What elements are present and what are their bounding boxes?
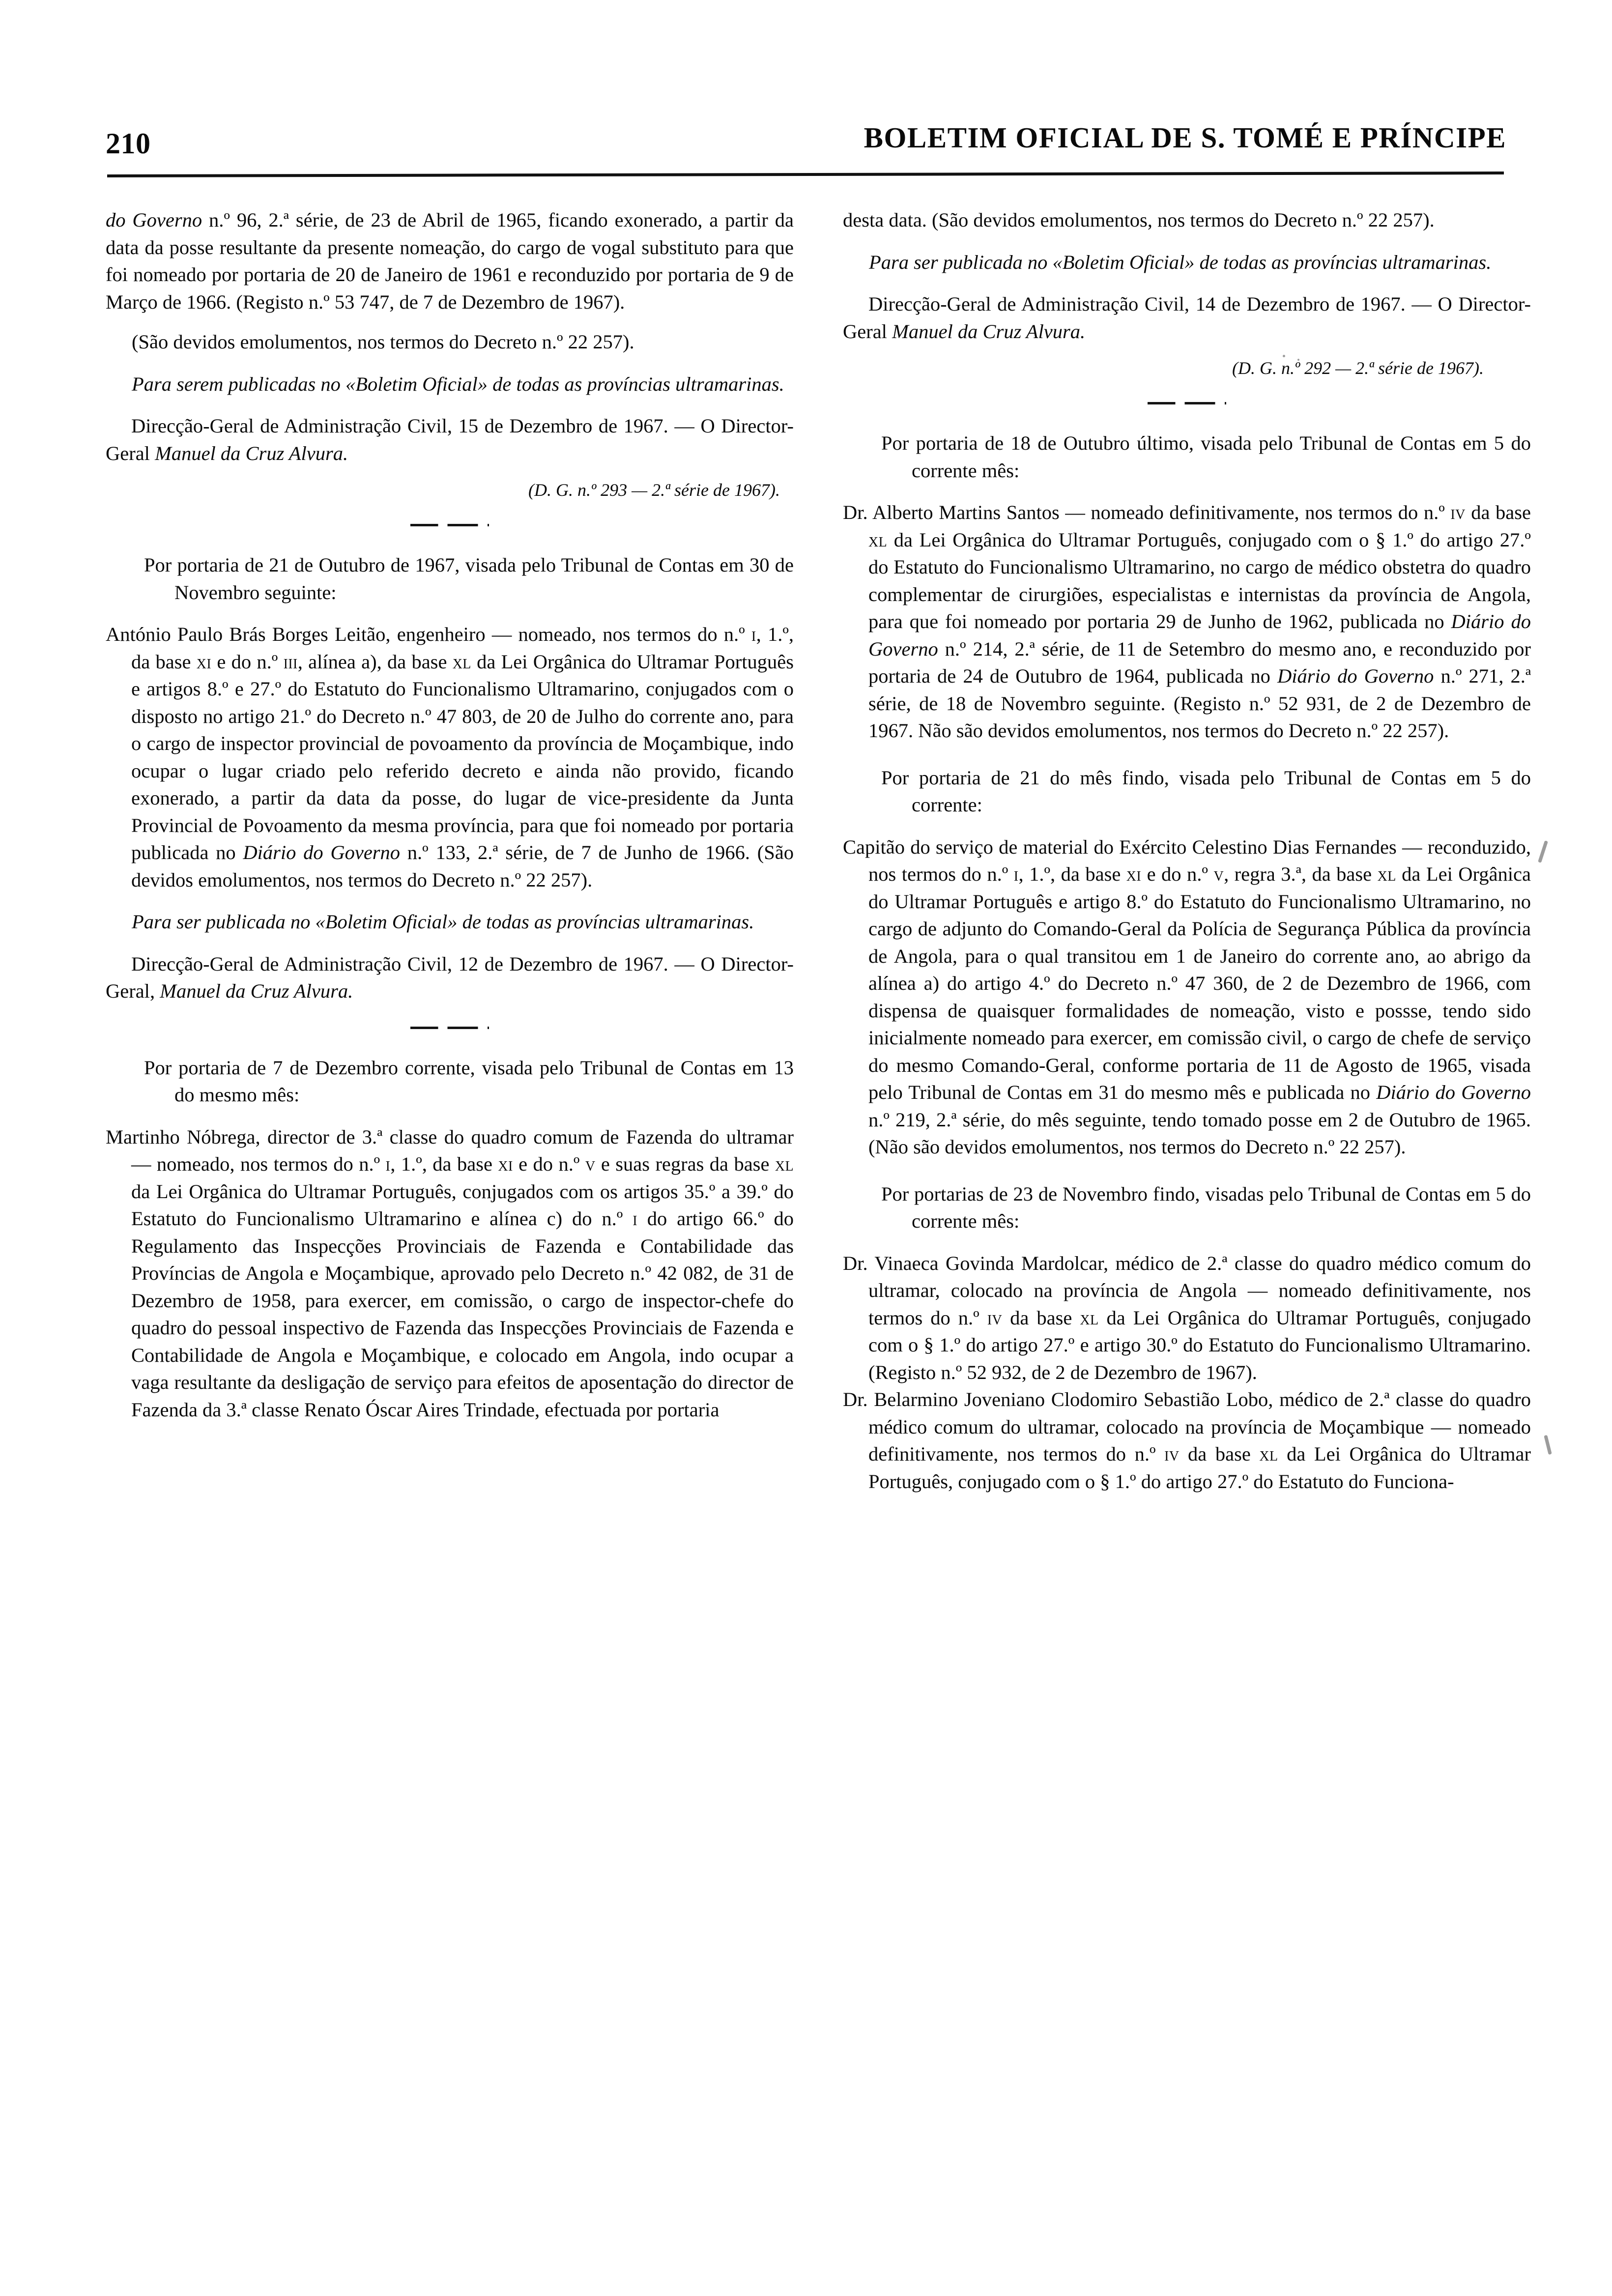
publish-instruction-3: Para ser publicada no «Boletim Oficial» de todas as províncias ultramarinas.	[869, 251, 1492, 273]
roman-numeral: iii	[283, 650, 298, 673]
entry-text-a: Dr. Belarmino Joveniano Clodomiro Sebastião Lobo, médico de 2.ª classe do quadro médico comum do ultramar, colocado na província de Moçambique — nomeado definitivamente, nos termos do n.º	[843, 1388, 1531, 1465]
diario-do-governo-italic: Diário do Governo	[868, 610, 1531, 660]
publish-instruction-2: Para ser publicada no «Boletim Oficial» de todas as províncias ultramarinas.	[132, 911, 754, 933]
entry-text-e: n.º 271, 2.ª série, de 18 de Novembro seguinte. (Registo n.º 52 931, de 2 de Dezembro de 1967. Não são devidos emolumentos, nos termos do Decreto n.º 22 257).	[868, 665, 1531, 742]
header-rule	[107, 172, 1504, 177]
paragraph-gap	[843, 1161, 1531, 1177]
roman-numeral: i	[1013, 863, 1019, 885]
left-continuation-paragraph	[106, 206, 794, 316]
signature-block-3	[843, 290, 1531, 345]
publish-instruction: Para serem publicadas no «Boletim Oficial» de todas as províncias ultramarinas.	[132, 373, 784, 395]
portaria-heading-1: Por portaria de 21 de Outubro de 1967, visada pelo Tribunal de Contas em 30 de Novembro seguinte:	[144, 554, 794, 603]
running-head	[106, 118, 1506, 172]
roman-numeral: xi	[196, 650, 212, 673]
entry-text-a: Dr. Vinaeca Govinda Mardolcar, médico de 2.ª classe do quadro médico comum do ultramar, colocado na província de Angola — nomeado definitivamente, nos termos do n.º	[843, 1252, 1531, 1329]
signature-office-date: Direcção-Geral de Administração Civil, 12 de Dezembro de 1967. — O Director-Geral,	[106, 952, 794, 1002]
signature-name: Manuel da Cruz Alvura.	[160, 980, 353, 1002]
entry-belarmino-joveniano-lobo	[843, 1386, 1531, 1495]
right-column	[843, 206, 1531, 2237]
page-number: 210	[106, 127, 151, 160]
roman-numeral: xl	[1080, 1306, 1099, 1329]
entry-vinaeca-govinda-mardolcar	[843, 1250, 1531, 1386]
portaria-heading-4: Por portaria de 21 do mês findo, visada pelo Tribunal de Contas em 5 do corrente:	[881, 766, 1531, 816]
entry-text-d: e suas regras da base	[595, 1153, 775, 1175]
roman-numeral: iv	[1164, 1443, 1180, 1465]
signature-block-2	[106, 950, 794, 1005]
scan-speck	[1544, 1435, 1552, 1455]
roman-numeral: iv	[987, 1306, 1003, 1329]
entry-text-c: da Lei Orgânica do Ultramar Português, conjugado com o § 1.º do artigo 27.º e artigo 30.º do Estatuto do Funcionalismo Ultramarino. (Registo n.º 52 932, de 2 de Dezembro de 1967).	[868, 1306, 1531, 1383]
entry-text-c: da Lei Orgânica do Ultramar Português, conjugado com o § 1.º do artigo 27.º do Estatuto do Funciona-	[868, 1443, 1531, 1492]
roman-numeral: xl	[1259, 1443, 1278, 1465]
section-divider	[410, 1027, 489, 1032]
entry-antonio-paulo	[106, 621, 794, 893]
dg-reference-1: (D. G. n.º 293 — 2.ª série de 1967).	[528, 480, 780, 500]
entry-text-a: Martinho Nóbrega, director de 3.ª classe do quadro comum de Fazenda do ultramar — nomeado, nos termos do n.º	[106, 1125, 794, 1175]
portaria-heading-3: Por portaria de 18 de Outubro último, visada pelo Tribunal de Contas em 5 do corrente mês:	[881, 432, 1531, 482]
entry-text-b: , 1.º, da base	[131, 623, 794, 673]
signature-office-date: Direcção-Geral de Administração Civil, 15 de Dezembro de 1967. — O Director-Geral	[106, 415, 794, 464]
entry-text-f: n.º 133, 2.ª série, de 7 de Junho de 1966. (São devidos emolumentos, nos termos do Decreto n.º 22 257).	[131, 841, 794, 891]
entry-text-c: e do n.º	[513, 1153, 585, 1175]
entry-text-d: n.º 214, 2.ª série, de 11 de Setembro do mesmo ano, e reconduzido por portaria de 24 de Outubro de 1964, publicada no	[868, 637, 1531, 687]
portaria-heading-5: Por portarias de 23 de Novembro findo, visadas pelo Tribunal de Contas em 5 do corrente mês:	[881, 1182, 1531, 1232]
section-divider	[410, 524, 489, 529]
entry-text-b: da base	[1465, 501, 1531, 523]
entry-text-a: António Paulo Brás Borges Leitão, engenheiro — nomeado, nos termos do n.º	[106, 623, 751, 645]
entry-text-f: do artigo 66.º do Regulamento das Inspecções Provinciais de Fazenda e Contabilidade das Províncias de Angola e Moçambique, aprovado pelo Decreto n.º 42 082, de 31 de Dezembro de 1958, para exercer, em comissão, o cargo de inspector-chefe do quadro do pessoal inspectivo de Fazenda das Inspecções Provinciais de Fazenda e Contabilidade de Angola e Moçambique, e colocado em Angola, indo ocupar a vaga resultante da desligação de serviço para efeitos de aposentação do director de Fazenda da 3.ª classe Renato Óscar Aires Trindade, efectuada por portaria	[131, 1207, 794, 1421]
body-columns	[106, 206, 1531, 2237]
entry-text-e: da Lei Orgânica do Ultramar Português, conjugados com os artigos 35.º a 39.º do Estatuto do Funcionalismo Ultramarino e alínea c) do n.º	[131, 1180, 794, 1230]
roman-numeral: i	[751, 623, 756, 645]
signature-name: Manuel da Cruz Alvura.	[892, 320, 1086, 343]
dg-reference-2: (D. G. n.º 292 — 2.ª série de 1967).	[1232, 358, 1484, 378]
diario-do-governo-italic: Diário do Governo	[1277, 665, 1434, 687]
diario-do-governo-italic: do Governo	[106, 209, 202, 231]
entry-text-c: da Lei Orgânica do Ultramar Português, conjugado com o § 1.º do artigo 27.º do Estatuto do Funcionalismo Ultramarino, no cargo de médico obstetra do quadro complementar de cirurgiões, especialistas e internistas da província de Angola, para que foi nomeado por portaria 29 de Junho de 1962, publicada no	[868, 528, 1531, 632]
entry-martinho-nobrega	[106, 1123, 794, 1424]
left-continuation-text: n.º 96, 2.ª série, de 23 de Abril de 1965, ficando exonerado, a partir da data da posse resultante da presente nomeação, do cargo de vogal substituto para que foi nomeado por portaria de 20 de Janeiro de 1961 e reconduzido por portaria de 9 de Março de 1966. (Registo n.º 53 747, de 7 de Dezembro de 1967).	[106, 209, 794, 313]
roman-numeral: i	[633, 1207, 637, 1230]
diario-do-governo-italic: Diário do Governo	[243, 841, 401, 863]
roman-numeral: xl	[1377, 863, 1396, 885]
entry-alberto-martins-santos	[843, 499, 1531, 745]
scan-speck	[1538, 840, 1548, 863]
roman-numeral: v	[585, 1153, 596, 1175]
roman-numeral: iv	[1450, 501, 1466, 523]
entry-celestino-dias-fernandes	[843, 833, 1531, 1161]
roman-numeral: i	[385, 1153, 391, 1175]
entry-text-f: n.º 219, 2.ª série, do mês seguinte, tendo tomado posse em 2 de Outubro de 1965. (Não são devidos emolumentos, nos termos do Decreto n.º 22 257).	[868, 1108, 1531, 1158]
roman-numeral: xi	[498, 1153, 513, 1175]
entry-text-e: da Lei Orgânica do Ultramar Português e artigos 8.º e 27.º do Estatuto do Funcionalismo Ultramarino, conjugados com o disposto no artigo 21.º do Decreto n.º 47 803, de 20 de Julho do corrente ano, para o cargo de inspector provincial de povoamento da província de Moçambique, indo ocupar o lugar criado pelo referido decreto e ainda não provido, ficando exonerado, a partir da data da posse, do lugar de vice-presidente da Junta Provincial de Povoamento da mesma província, para que foi nomeado por portaria publicada no	[131, 650, 794, 863]
signature-block-1	[106, 412, 794, 467]
entry-text-b: , 1.º, da base	[1018, 863, 1126, 885]
entry-text-b: , 1.º, da base	[390, 1153, 498, 1175]
emolument-note: (São devidos emolumentos, nos termos do Decreto n.º 22 257).	[132, 331, 634, 353]
roman-numeral: xi	[1126, 863, 1142, 885]
paragraph-gap	[843, 745, 1531, 761]
roman-numeral: v	[1213, 863, 1224, 885]
entry-text-b: da base	[1002, 1306, 1080, 1329]
entry-text-a: Dr. Alberto Martins Santos — nomeado definitivamente, nos termos do n.º	[843, 501, 1451, 523]
signature-name: Manuel da Cruz Alvura.	[155, 442, 348, 464]
portaria-heading-2: Por portaria de 7 de Dezembro corrente, visada pelo Tribunal de Contas em 13 do mesmo mês:	[144, 1056, 794, 1106]
publication-title: BOLETIM OFICIAL DE S. TOMÉ E PRÍNCIPE	[864, 121, 1506, 154]
signature-office-date: Direcção-Geral de Administração Civil, 14 de Dezembro de 1967. — O Director-Geral	[843, 293, 1531, 343]
entry-text-b: da base	[1179, 1443, 1260, 1465]
roman-numeral: xl	[775, 1153, 794, 1175]
entry-text-c: e do n.º	[211, 650, 284, 673]
left-column	[106, 206, 794, 2237]
entry-text-c: e do n.º	[1141, 863, 1214, 885]
right-continuation-paragraph: desta data. (São devidos emolumentos, nos termos do Decreto n.º 22 257).	[843, 209, 1435, 231]
entry-text-d: , alínea a), da base	[297, 650, 453, 673]
entry-text-d: , regra 3.ª, da base	[1224, 863, 1378, 885]
roman-numeral: xl	[868, 528, 888, 551]
entry-text-a: Capitão do serviço de material do Exército Celestino Dias Fernandes — reconduzido, nos termos do n.º	[843, 835, 1531, 885]
diario-do-governo-italic: Diário do Governo	[1376, 1081, 1531, 1103]
entry-text-e: da Lei Orgânica do Ultramar Português e artigo 8.º do Estatuto do Funcionalismo Ultramarino, no cargo de adjunto do Comando-Geral da Polícia de Segurança Pública da província de Angola, para o qual transitou em 1 de Janeiro do corrente ano, ao abrigo da alínea a) do artigo 4.º do Decreto n.º 47 360, de 2 de Dezembro de 1966, com dispensa de quaisquer formalidades de nomeação, visto e possse, tendo sido inicialmente nomeado para exercer, em comissão civil, o cargo de chefe de serviço do mesmo Comando-Geral, conforme portaria de 11 de Agosto de 1965, visada pelo Tribunal de Contas em 31 do mesmo mês e publicada no	[868, 863, 1531, 1103]
section-divider	[1148, 402, 1226, 407]
roman-numeral: xl	[452, 650, 471, 673]
